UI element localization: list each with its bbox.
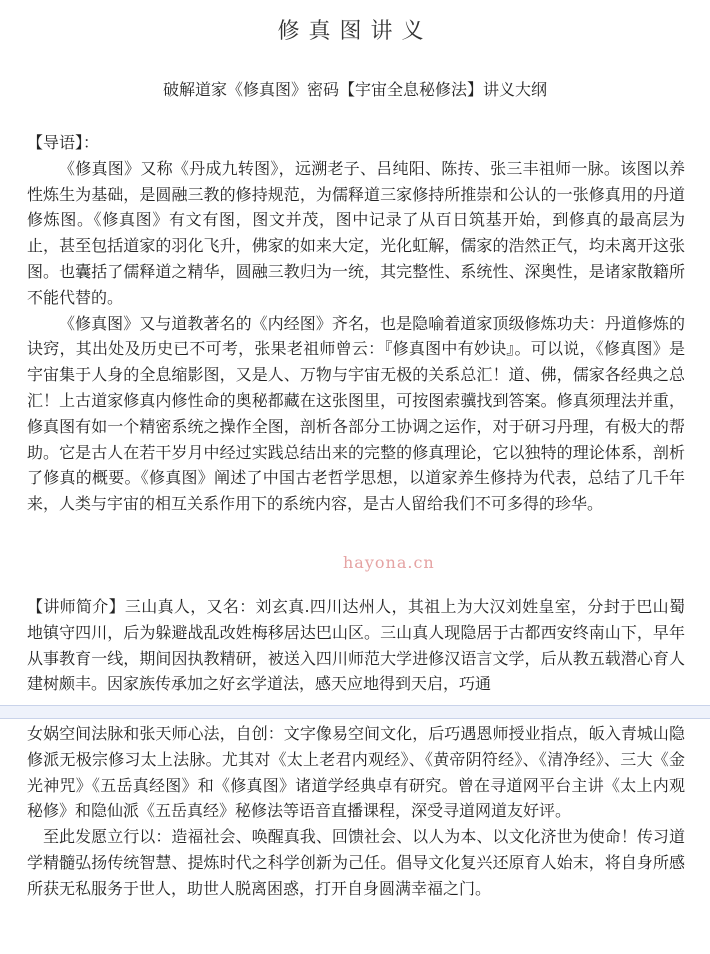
intro-heading: 【导语】：: [27, 133, 100, 152]
document-title: 修真图讲义: [277, 19, 433, 44]
intro-section: [27, 130, 685, 517]
teacher-section-continued: [27, 721, 685, 902]
intro-paragraph-1: 《修真图》又称《丹成九转图》，远溯老子、吕纯阳、陈抟、张三丰祖师一脉。该图以养性炼生为基础，是圆融三教的修持规范，为儒释道三家修持所推崇和公认的一张修真用的丹道修炼图。《修真图》有文有图，图文并茂，图中记录了从百日筑基开始，到修真的最高层为止，甚至包括道家的羽化飞升，佛家的如来大定，光化虹解，儒家的浩然正气，均未离开这张图。也囊括了儒释道之精华，圆融三教归为一统，其完整性、系统性、深奥性，是诸家散籍所不能代替的。: [27, 158, 685, 307]
teacher-intro-part-1: 【讲师简介】三山真人，又名：刘玄真.四川达州人，其祖上为大汉刘姓皇室，分封于巴山蜀地镇守四川，后为躲避战乱改姓梅移居达巴山区。三山真人现隐居于古都西安终南山下，早年从事教育一线，期间因执教精研，被送入四川师范大学进修汉语言文学，后从教五载潜心育人建树颇丰。因家族传承加之好玄学道法，感天应地得到天启，巧通: [27, 597, 685, 694]
watermark: hayona.cn: [343, 553, 435, 572]
teacher-intro-part-2: 女娲空间法脉和张天师心法，自创：文字像易空间文化，后巧遇恩师授业指点，皈入青城山隐修派无极宗修习太上法脉。尤其对《太上老君内观经》、《黄帝阴符经》、《清净经》、三大《金光神咒》《五岳真经图》和《修真图》诸道学经典卓有研究。曾在寻道网平台主讲《太上内观秘修》和隐仙派《五岳真经》秘修法等语音直播课程，深受寻道网道友好评。: [27, 724, 685, 821]
page-separator: [0, 705, 710, 719]
teacher-section: [27, 594, 685, 697]
intro-paragraph-2: 《修真图》又与道教著名的《内经图》齐名，也是隐喻着道家顶级修炼功夫：丹道修炼的诀窍，其出处及历史已不可考，张果老祖师曾云：『修真图中有妙诀』。可以说，《修真图》是宇宙集于人身的全息缩影图，又是人、万物与宇宙无极的关系总汇！道、佛，儒家各经典之总汇！上古道家修真内修性命的奥秘都藏在这张图里，可按图索骥找到答案。修真须理法并重，修真图有如一个精密系统之操作全图，剖析各部分工协调之运作，对于研习丹理，有极大的帮助。它是古人在若干岁月中经过实践总结出来的完整的修真理论，它以独特的理论体系，剖析了修真的概要。《修真图》阐述了中国古老哲学思想，以道家养生修持为代表，总结了几千年来，人类与宇宙的相互关系作用下的系统内容，是古人留给我们不可多得的珍华。: [27, 313, 685, 514]
document-subtitle: 破解道家《修真图》密码【宇宙全息秘修法】讲义大纲: [162, 80, 547, 99]
vow-paragraph: 至此发愿立行以：造福社会、唤醒真我、回馈社会、以人为本、以文化济世为使命！传习道学精髓弘扬传统智慧、提炼时代之科学创新为己任。倡导文化复兴还原育人始末，将自身所感所获无私服务于世人，助世人脱离困惑，打开自身圆满幸福之门。: [27, 827, 685, 898]
